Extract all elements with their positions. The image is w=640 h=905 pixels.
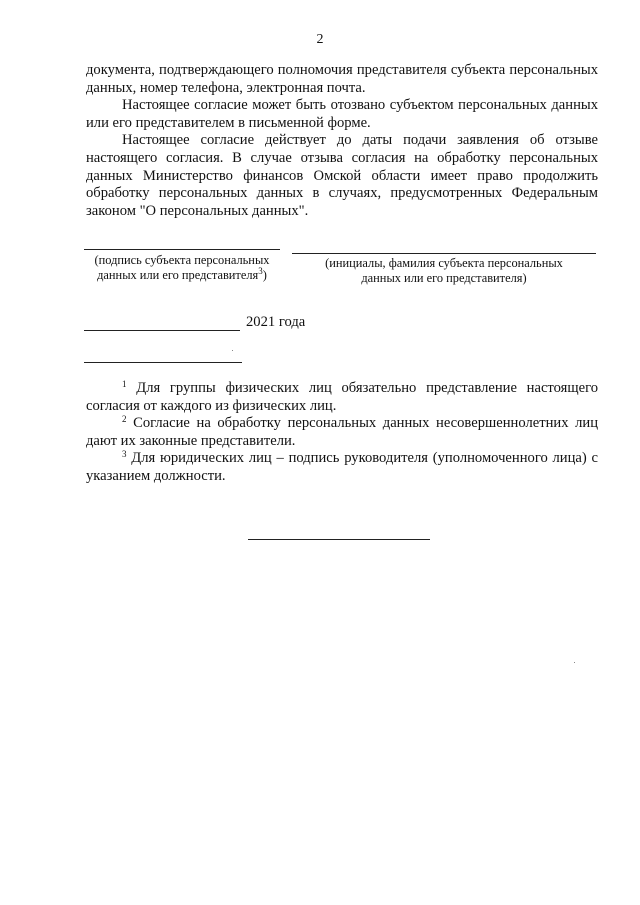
footnote-mark-3: 3 [122, 449, 127, 460]
name-caption-line2: данных или его представителя) [361, 271, 527, 285]
footnote-2: $^2$ Согласие на обработку персональных данных несовершеннолетних лиц дают их законные представители. [86, 414, 598, 449]
paragraph-validity: Настоящее согласие действует до даты подачи заявления об отзыве настоящего согласия. В случае отзыва согласия на обработку персональных данных Министерство финансов Омской области имеет право продолжить обработку персональных данных в случаях, предусмотренных Федеральным законом "О персональных данных". [86, 132, 598, 219]
date-year: 2021 года [246, 314, 306, 330]
name-caption [292, 256, 596, 286]
signature-caption-line2: данных или его представителя$^3$) [97, 266, 267, 282]
name-line [292, 253, 596, 254]
scan-speck [232, 350, 233, 351]
signature-caption-line1: (подпись субъекта персональных [94, 253, 270, 267]
name-caption-line1: (инициалы, фамилия субъекта персональных [325, 256, 563, 270]
paragraph-revocation: Настоящее согласие может быть отозвано субъектом персональных данных или его представителем в письменной форме. [86, 97, 598, 131]
footnote-3: $^3$ Для юридических лиц – подпись руководителя (уполномоченного лица) с указанием должности. [86, 449, 598, 484]
paragraph-continuation: документа, подтверждающего полномочия представителя субъекта персональных данных, номер телефона, электронная почта. [86, 62, 598, 96]
footnote-separator [84, 362, 242, 363]
footnote-mark-1: 1 [122, 379, 127, 389]
footnote-ref-3: 3 [258, 266, 263, 276]
date-line [84, 330, 240, 331]
footnotes [86, 380, 598, 486]
end-separator [248, 539, 430, 540]
page-number: 2 [316, 32, 324, 47]
signature-line [84, 249, 280, 250]
scan-speck [574, 662, 575, 663]
footnote-mark-2: 2 [122, 414, 127, 425]
body-text [86, 62, 598, 220]
footnote-1: $^1$ Для группы физических лиц обязательно представление настоящего согласия от каждого из физических лиц. [86, 379, 598, 414]
signature-caption [84, 253, 280, 283]
